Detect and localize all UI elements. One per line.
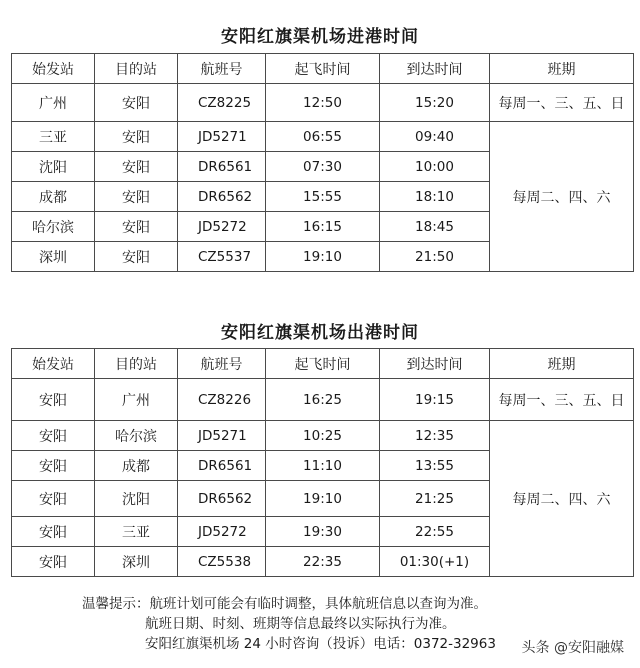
table-header-row	[12, 54, 634, 84]
destination-cell: 安阳	[95, 122, 178, 152]
table-header-row	[12, 349, 634, 379]
destination-cell: 沈阳	[95, 481, 178, 517]
table-row	[12, 84, 634, 122]
schedule-cell: 每周二、四、六	[490, 421, 634, 577]
departure-cell: 12:50	[266, 84, 380, 122]
origin-cell: 安阳	[12, 547, 95, 577]
destination-cell: 安阳	[95, 152, 178, 182]
table-row	[12, 122, 634, 152]
origin-cell: 成都	[12, 182, 95, 212]
departure-cell: 10:25	[266, 421, 380, 451]
destination-cell: 安阳	[95, 242, 178, 272]
table-row	[12, 379, 634, 421]
departure-cell: 22:35	[266, 547, 380, 577]
flight-cell: CZ8225	[178, 84, 266, 122]
origin-cell: 安阳	[12, 481, 95, 517]
flight-cell: JD5272	[178, 517, 266, 547]
origin-cell: 三亚	[12, 122, 95, 152]
arrival-cell: 01:30(+1)	[380, 547, 490, 577]
notice-line-2: 航班日期、时刻、班期等信息最终以实际执行为准。	[145, 616, 456, 632]
flight-cell: DR6562	[178, 481, 266, 517]
header-origin: 始发站	[12, 54, 95, 84]
flight-cell: DR6561	[178, 451, 266, 481]
arrival-cell: 09:40	[380, 122, 490, 152]
arrival-cell: 18:45	[380, 212, 490, 242]
departure-cell: 16:25	[266, 379, 380, 421]
arrival-cell: 12:35	[380, 421, 490, 451]
table-row	[12, 421, 634, 451]
arrivals-title: 安阳红旗渠机场进港时间	[221, 27, 419, 47]
departure-cell: 16:15	[266, 212, 380, 242]
origin-cell: 广州	[12, 84, 95, 122]
destination-cell: 哈尔滨	[95, 421, 178, 451]
departure-cell: 19:10	[266, 242, 380, 272]
departure-cell: 19:10	[266, 481, 380, 517]
notice-block	[82, 594, 496, 654]
destination-cell: 安阳	[95, 182, 178, 212]
header-destination: 目的站	[95, 54, 178, 84]
arrivals-table	[11, 53, 634, 272]
flight-cell: JD5271	[178, 421, 266, 451]
header-departure-time: 起飞时间	[266, 54, 380, 84]
destination-cell: 三亚	[95, 517, 178, 547]
destination-cell: 安阳	[95, 84, 178, 122]
arrival-cell: 21:50	[380, 242, 490, 272]
schedule-cell: 每周二、四、六	[490, 122, 634, 272]
origin-cell: 哈尔滨	[12, 212, 95, 242]
origin-cell: 安阳	[12, 421, 95, 451]
flight-cell: DR6562	[178, 182, 266, 212]
departure-cell: 06:55	[266, 122, 380, 152]
departure-cell: 07:30	[266, 152, 380, 182]
flight-cell: JD5271	[178, 122, 266, 152]
header-departure-time: 起飞时间	[266, 349, 380, 379]
origin-cell: 深圳	[12, 242, 95, 272]
header-arrival-time: 到达时间	[380, 349, 490, 379]
origin-cell: 安阳	[12, 451, 95, 481]
header-schedule: 班期	[490, 54, 634, 84]
arrival-cell: 19:15	[380, 379, 490, 421]
destination-cell: 成都	[95, 451, 178, 481]
schedule-cell: 每周一、三、五、日	[490, 84, 634, 122]
destination-cell: 安阳	[95, 212, 178, 242]
header-schedule: 班期	[490, 349, 634, 379]
departure-cell: 19:30	[266, 517, 380, 547]
notice-line-1: 温馨提示：航班计划可能会有临时调整，具体航班信息以查询为准。	[82, 596, 487, 612]
departure-cell: 15:55	[266, 182, 380, 212]
destination-cell: 深圳	[95, 547, 178, 577]
origin-cell: 安阳	[12, 379, 95, 421]
flight-cell: JD5272	[178, 212, 266, 242]
origin-cell: 安阳	[12, 517, 95, 547]
header-destination: 目的站	[95, 349, 178, 379]
destination-cell: 广州	[95, 379, 178, 421]
arrival-cell: 15:20	[380, 84, 490, 122]
notice-line-3: 安阳红旗渠机场 24 小时咨询（投诉）电话：0372-32963	[145, 636, 496, 652]
watermark: 头条 @安阳融媒	[520, 637, 626, 657]
flight-cell: CZ8226	[178, 379, 266, 421]
flight-cell: CZ5537	[178, 242, 266, 272]
departure-cell: 11:10	[266, 451, 380, 481]
arrival-cell: 22:55	[380, 517, 490, 547]
arrival-cell: 21:25	[380, 481, 490, 517]
flight-cell: CZ5538	[178, 547, 266, 577]
flight-cell: DR6561	[178, 152, 266, 182]
departures-title: 安阳红旗渠机场出港时间	[221, 323, 419, 343]
arrival-cell: 10:00	[380, 152, 490, 182]
arrival-cell: 13:55	[380, 451, 490, 481]
schedule-cell: 每周一、三、五、日	[490, 379, 634, 421]
departures-table	[11, 348, 634, 577]
header-arrival-time: 到达时间	[380, 54, 490, 84]
header-origin: 始发站	[12, 349, 95, 379]
header-flight-number: 航班号	[178, 349, 266, 379]
arrival-cell: 18:10	[380, 182, 490, 212]
header-flight-number: 航班号	[178, 54, 266, 84]
origin-cell: 沈阳	[12, 152, 95, 182]
